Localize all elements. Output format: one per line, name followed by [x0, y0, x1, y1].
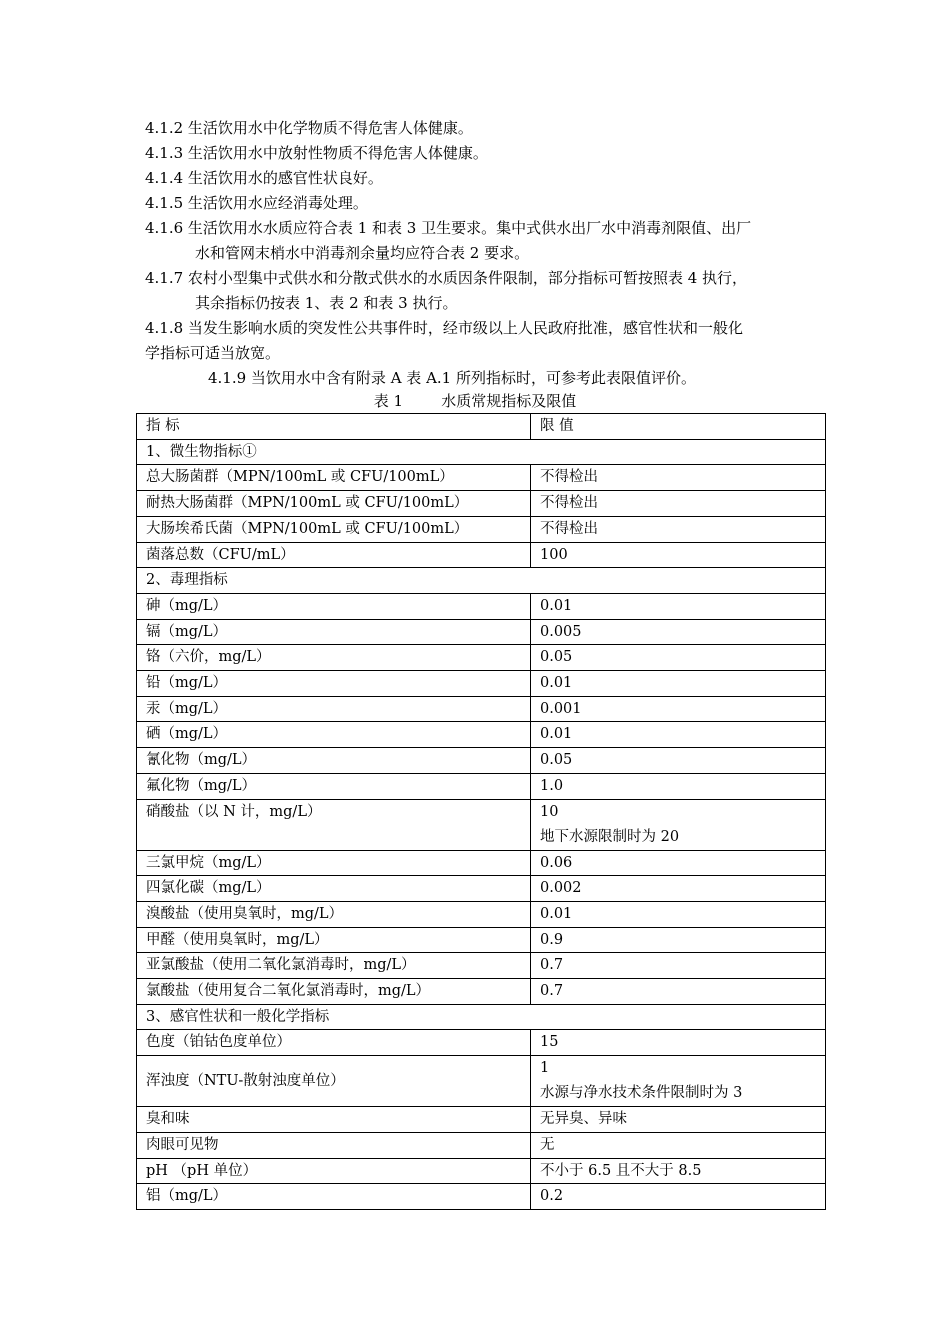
clause-4-1-4: 4.1.4 生活饮用水的感官性状良好。: [145, 169, 383, 187]
limit-value: 0.005: [531, 619, 826, 645]
limit-value: 不小于 6.5 且不大于 8.5: [531, 1158, 826, 1184]
indicator-name: 菌落总数（CFU/mL）: [137, 542, 531, 568]
table-row: [137, 696, 826, 722]
header-limit: 限 值: [531, 414, 826, 440]
table-row: [137, 491, 826, 517]
clause-4-1-8-line1: 4.1.8 当发生影响水质的突发性公共事件时，经市级以上人民政府批准，感官性状和一般化: [145, 319, 743, 337]
table-row: [137, 876, 826, 902]
table-row: [137, 773, 826, 799]
limit-value: 不得检出: [531, 516, 826, 542]
indicator-name: 硒（mg/L）: [137, 722, 531, 748]
clause-4-1-7-line2: 其余指标仍按表 1、表 2 和表 3 执行。: [195, 294, 458, 312]
table-header-row: [137, 414, 826, 440]
indicator-name: 氟化物（mg/L）: [137, 773, 531, 799]
indicator-name: 铅（mg/L）: [137, 671, 531, 697]
clause-4-1-7-line1: 4.1.7 农村小型集中式供水和分散式供水的水质因条件限制，部分指标可暂按照表 4 执行，: [145, 269, 748, 287]
clause-4-1-9: 4.1.9 当饮用水中含有附录 A 表 A.1 所列指标时，可参考此表限值评价。: [208, 369, 696, 387]
indicator-name: 浑浊度（NTU-散射浊度单位）: [137, 1056, 531, 1107]
indicator-name: 砷（mg/L）: [137, 593, 531, 619]
limit-value: 0.01: [531, 722, 826, 748]
indicator-name: pH （pH 单位）: [137, 1158, 531, 1184]
limit-note: 地下水源限制时为 20: [540, 828, 680, 845]
limit-value: 100: [531, 542, 826, 568]
section-row: [137, 568, 826, 594]
limit-note: 水源与净水技术条件限制时为 3: [540, 1085, 743, 1102]
table-row: [137, 1184, 826, 1210]
table-row: [137, 619, 826, 645]
table-row: [137, 542, 826, 568]
section-row: [137, 1004, 826, 1030]
table-row: [137, 927, 826, 953]
indicator-name: 四氯化碳（mg/L）: [137, 876, 531, 902]
indicator-name: 氰化物（mg/L）: [137, 748, 531, 774]
limit-value: 无: [531, 1132, 826, 1158]
section-sensory: 3、感官性状和一般化学指标: [137, 1004, 826, 1030]
indicator-name: 总大肠菌群（MPN/100mL 或 CFU/100mL）: [137, 465, 531, 491]
indicator-name: 大肠埃希氏菌（MPN/100mL 或 CFU/100mL）: [137, 516, 531, 542]
limit-value: 0.7: [531, 979, 826, 1005]
water-quality-table: [136, 413, 826, 1210]
limit-value: 15: [531, 1030, 826, 1056]
table-row: [137, 593, 826, 619]
limit-value: 0.01: [531, 593, 826, 619]
table-row: [137, 1107, 826, 1133]
table-row: [137, 1158, 826, 1184]
limit-value-multiline: [531, 1056, 826, 1107]
clause-4-1-5: 4.1.5 生活饮用水应经消毒处理。: [145, 194, 368, 212]
limit-value: 0.7: [531, 953, 826, 979]
indicator-name: 甲醛（使用臭氧时，mg/L）: [137, 927, 531, 953]
limit-value: 0.002: [531, 876, 826, 902]
limit-value: 不得检出: [531, 465, 826, 491]
table-row: [137, 901, 826, 927]
table-row: [137, 953, 826, 979]
indicator-name: 臭和味: [137, 1107, 531, 1133]
table-row: [137, 1030, 826, 1056]
limit-value: 0.001: [531, 696, 826, 722]
table-row: [137, 979, 826, 1005]
limit-value: 0.01: [531, 901, 826, 927]
section-row: [137, 439, 826, 465]
indicator-name: 肉眼可见物: [137, 1132, 531, 1158]
indicator-name: 色度（铂钴色度单位）: [137, 1030, 531, 1056]
table-row: [137, 465, 826, 491]
indicator-name: 溴酸盐（使用臭氧时，mg/L）: [137, 901, 531, 927]
table-row: [137, 799, 826, 850]
table-row: [137, 1132, 826, 1158]
indicator-name: 亚氯酸盐（使用二氧化氯消毒时，mg/L）: [137, 953, 531, 979]
indicator-name: 三氯甲烷（mg/L）: [137, 850, 531, 876]
limit-value: 无异臭、异味: [531, 1107, 826, 1133]
indicator-name: 镉（mg/L）: [137, 619, 531, 645]
limit-value: 1.0: [531, 773, 826, 799]
table-row: [137, 516, 826, 542]
clause-4-1-8-line2: 学指标可适当放宽。: [145, 344, 281, 362]
table-row: [137, 748, 826, 774]
limit-value: 0.05: [531, 748, 826, 774]
limit-value: 10: [540, 803, 559, 820]
limit-value: 不得检出: [531, 491, 826, 517]
indicator-name: 铝（mg/L）: [137, 1184, 531, 1210]
indicator-name: 氯酸盐（使用复合二氧化氯消毒时，mg/L）: [137, 979, 531, 1005]
clause-4-1-2: 4.1.2 生活饮用水中化学物质不得危害人体健康。: [145, 119, 473, 137]
section-microbial: 1、微生物指标①: [137, 439, 826, 465]
clause-4-1-6-line1: 4.1.6 生活饮用水水质应符合表 1 和表 3 卫生要求。集中式供水出厂水中消毒剂限值、出厂: [145, 219, 752, 237]
indicator-name: 耐热大肠菌群（MPN/100mL 或 CFU/100mL）: [137, 491, 531, 517]
indicator-name: 铬（六价，mg/L）: [137, 645, 531, 671]
table-caption: 表 1 水质常规指标及限值: [373, 392, 577, 410]
limit-value: 0.01: [531, 671, 826, 697]
limit-value: 0.9: [531, 927, 826, 953]
table-row: [137, 722, 826, 748]
indicator-name: 汞（mg/L）: [137, 696, 531, 722]
clause-4-1-3: 4.1.3 生活饮用水中放射性物质不得危害人体健康。: [145, 144, 488, 162]
limit-value: 0.06: [531, 850, 826, 876]
clause-4-1-6-line2: 水和管网末梢水中消毒剂余量均应符合表 2 要求。: [195, 244, 530, 262]
header-indicator: 指 标: [137, 414, 531, 440]
limit-value-multiline: [531, 799, 826, 850]
limit-value: 0.05: [531, 645, 826, 671]
table-row: [137, 645, 826, 671]
section-toxicological: 2、毒理指标: [137, 568, 826, 594]
table-row: [137, 671, 826, 697]
indicator-name: 硝酸盐（以 N 计，mg/L）: [137, 799, 531, 850]
limit-value: 0.2: [531, 1184, 826, 1210]
table-row: [137, 1056, 826, 1107]
table-row: [137, 850, 826, 876]
limit-value: 1: [540, 1060, 550, 1077]
